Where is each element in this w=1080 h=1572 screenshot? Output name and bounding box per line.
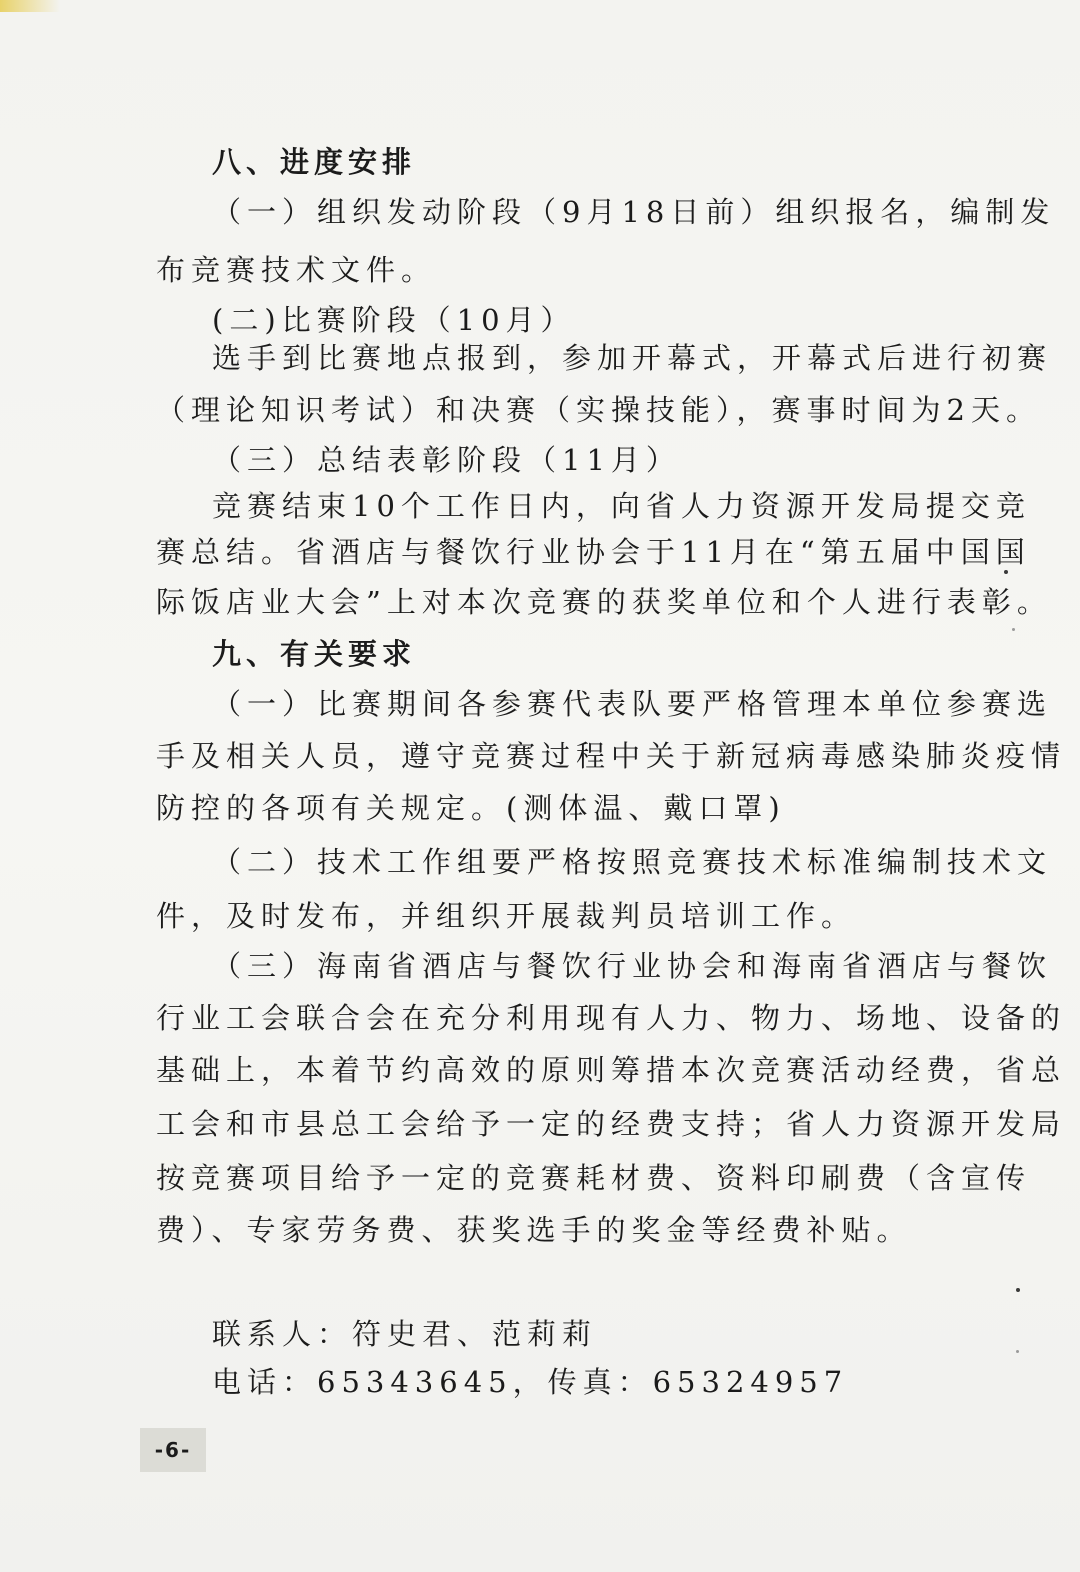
- contact-person: 联系人：符史君、范莉莉: [212, 1317, 598, 1351]
- paragraph-line: （一）组织发动阶段（9月18日前）组织报名，编制发: [212, 195, 1056, 229]
- paragraph-line: 布竞赛技术文件。: [156, 253, 437, 287]
- section-heading-schedule: 八、进度安排: [212, 145, 417, 179]
- paragraph-line: 赛总结。省酒店与餐饮行业协会于11月在“第五届中国国: [156, 535, 1031, 569]
- paragraph-line: 件，及时发布，并组织开展裁判员培训工作。: [156, 899, 857, 933]
- section-heading-requirements: 九、有关要求: [212, 637, 417, 671]
- scan-speck: [1004, 570, 1008, 574]
- scan-speck: [1016, 1288, 1020, 1292]
- contact-phone: 电话：65343645，传真：65324957: [212, 1365, 849, 1399]
- scan-edge-mark: [0, 0, 60, 12]
- paragraph-line: 行业工会联合会在充分利用现有人力、物力、场地、设备的: [156, 1001, 1067, 1035]
- page-number: -6-: [140, 1428, 206, 1472]
- paragraph-line: 竞赛结束10个工作日内，向省人力资源开发局提交竞: [212, 489, 1031, 523]
- scan-speck: [1016, 1350, 1019, 1353]
- paragraph-line: （二）技术工作组要严格按照竞赛技术标准编制技术文: [212, 845, 1053, 879]
- paragraph-line: 基础上，本着节约高效的原则筹措本次竞赛活动经费，省总: [156, 1053, 1067, 1087]
- paragraph-line: 手及相关人员，遵守竞赛过程中关于新冠病毒感染肺炎疫情: [156, 739, 1067, 773]
- paragraph-line: 费）、专家劳务费、获奖选手的奖金等经费补贴。: [156, 1213, 912, 1247]
- paragraph-line: 际饭店业大会”上对本次竞赛的获奖单位和个人进行表彰。: [156, 585, 1052, 619]
- subheading-competition-stage: (二)比赛阶段（10月）: [212, 303, 576, 337]
- paragraph-line: 按竞赛项目给予一定的竞赛耗材费、资料印刷费（含宣传: [156, 1161, 1032, 1195]
- paragraph-line: （理论知识考试）和决赛（实操技能），赛事时间为2天。: [156, 393, 1041, 427]
- paragraph-line: （一）比赛期间各参赛代表队要严格管理本单位参赛选: [212, 687, 1053, 721]
- paragraph-line: 选手到比赛地点报到，参加开幕式，开幕式后进行初赛: [212, 341, 1053, 375]
- subheading-summary-stage: （三）总结表彰阶段（11月）: [212, 443, 681, 477]
- paragraph-line: （三）海南省酒店与餐饮行业协会和海南省酒店与餐饮: [212, 949, 1053, 983]
- scan-speck: [1012, 628, 1015, 631]
- paragraph-line: 防控的各项有关规定。(测体温、戴口罩): [156, 791, 786, 825]
- paragraph-line: 工会和市县总工会给予一定的经费支持；省人力资源开发局: [156, 1107, 1067, 1141]
